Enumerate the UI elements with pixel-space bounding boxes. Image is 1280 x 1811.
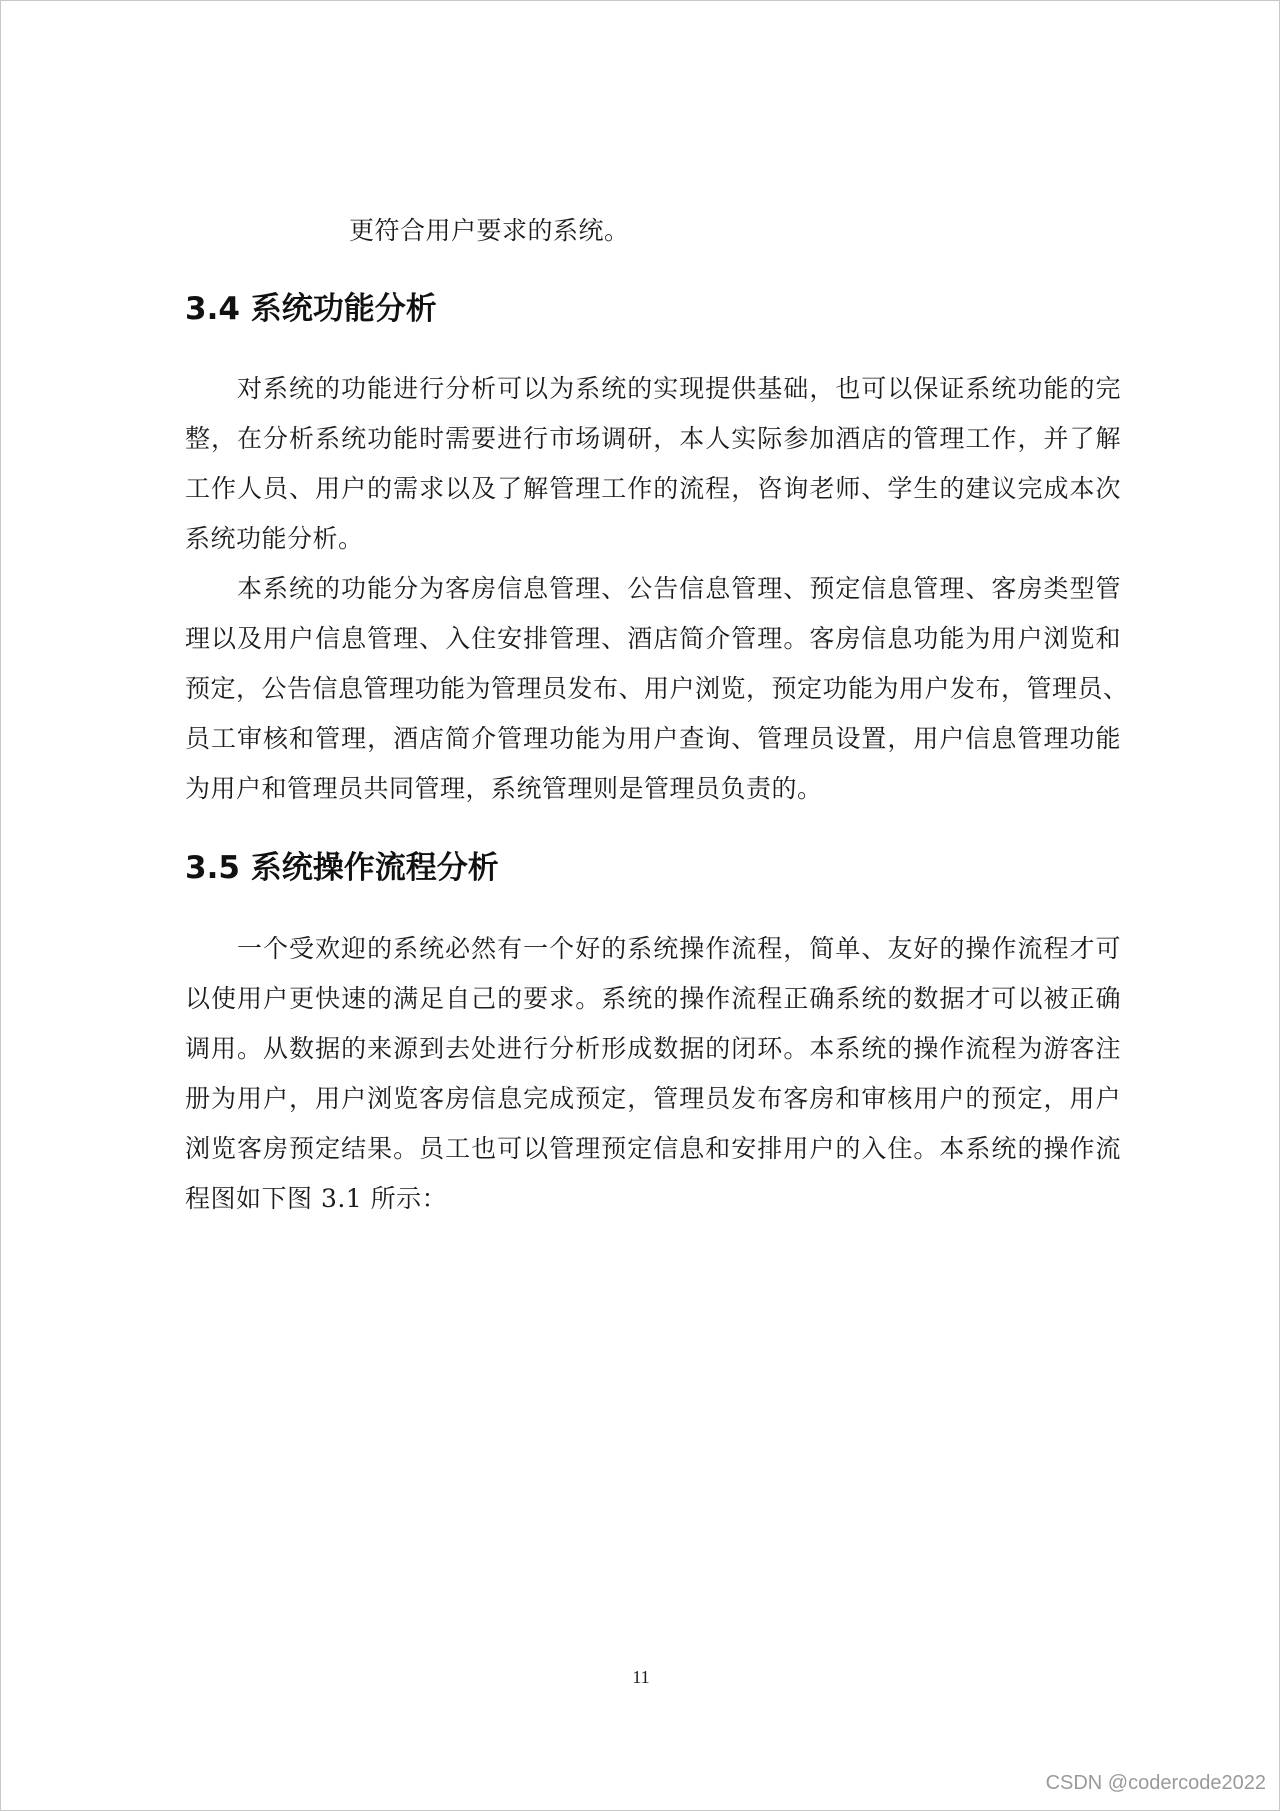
section-heading-3-4: 3.4 系统功能分析	[185, 291, 437, 327]
paragraph-line: 为用户和管理员共同管理，系统管理则是管理员负责的。	[185, 774, 823, 803]
paragraph-line: 整，在分析系统功能时需要进行市场调研，本人实际参加酒店的管理工作，并了解	[185, 424, 1121, 453]
paragraph-line: 一个受欢迎的系统必然有一个好的系统操作流程，简单、友好的操作流程才可	[237, 934, 1121, 963]
paragraph-line: 对系统的功能进行分析可以为系统的实现提供基础，也可以保证系统功能的完	[237, 374, 1121, 403]
paragraph-line: 系统功能分析。	[185, 524, 364, 553]
watermark-text: CSDN @codercode2022	[1045, 1772, 1266, 1794]
paragraph-line: 本系统的功能分为客房信息管理、公告信息管理、预定信息管理、客房类型管	[237, 574, 1121, 603]
paragraph-line: 预定，公告信息管理功能为管理员发布、用户浏览，预定功能为用户发布，管理员、	[185, 674, 1129, 703]
paragraph-line: 员工审核和管理，酒店简介管理功能为用户查询、管理员设置，用户信息管理功能	[185, 724, 1121, 753]
paragraph-line: 调用。从数据的来源到去处进行分析形成数据的闭环。本系统的操作流程为游客注	[185, 1034, 1121, 1063]
page-number: 11	[632, 1667, 650, 1687]
paragraph-line: 理以及用户信息管理、入住安排管理、酒店简介管理。客房信息功能为用户浏览和	[185, 624, 1121, 653]
paragraph-continuation-line: 更符合用户要求的系统。	[349, 216, 630, 245]
paragraph-line: 程图如下图 3.1 所示：	[185, 1184, 448, 1213]
paragraph-line: 册为用户，用户浏览客房信息完成预定，管理员发布客房和审核用户的预定，用户	[185, 1084, 1121, 1113]
paragraph-line: 浏览客房预定结果。员工也可以管理预定信息和安排用户的入住。本系统的操作流	[185, 1134, 1121, 1163]
paragraph-line: 以使用户更快速的满足自己的要求。系统的操作流程正确系统的数据才可以被正确	[185, 984, 1121, 1013]
section-heading-3-5: 3.5 系统操作流程分析	[185, 850, 499, 886]
paragraph-line: 工作人员、用户的需求以及了解管理工作的流程，咨询老师、学生的建议完成本次	[185, 474, 1121, 503]
